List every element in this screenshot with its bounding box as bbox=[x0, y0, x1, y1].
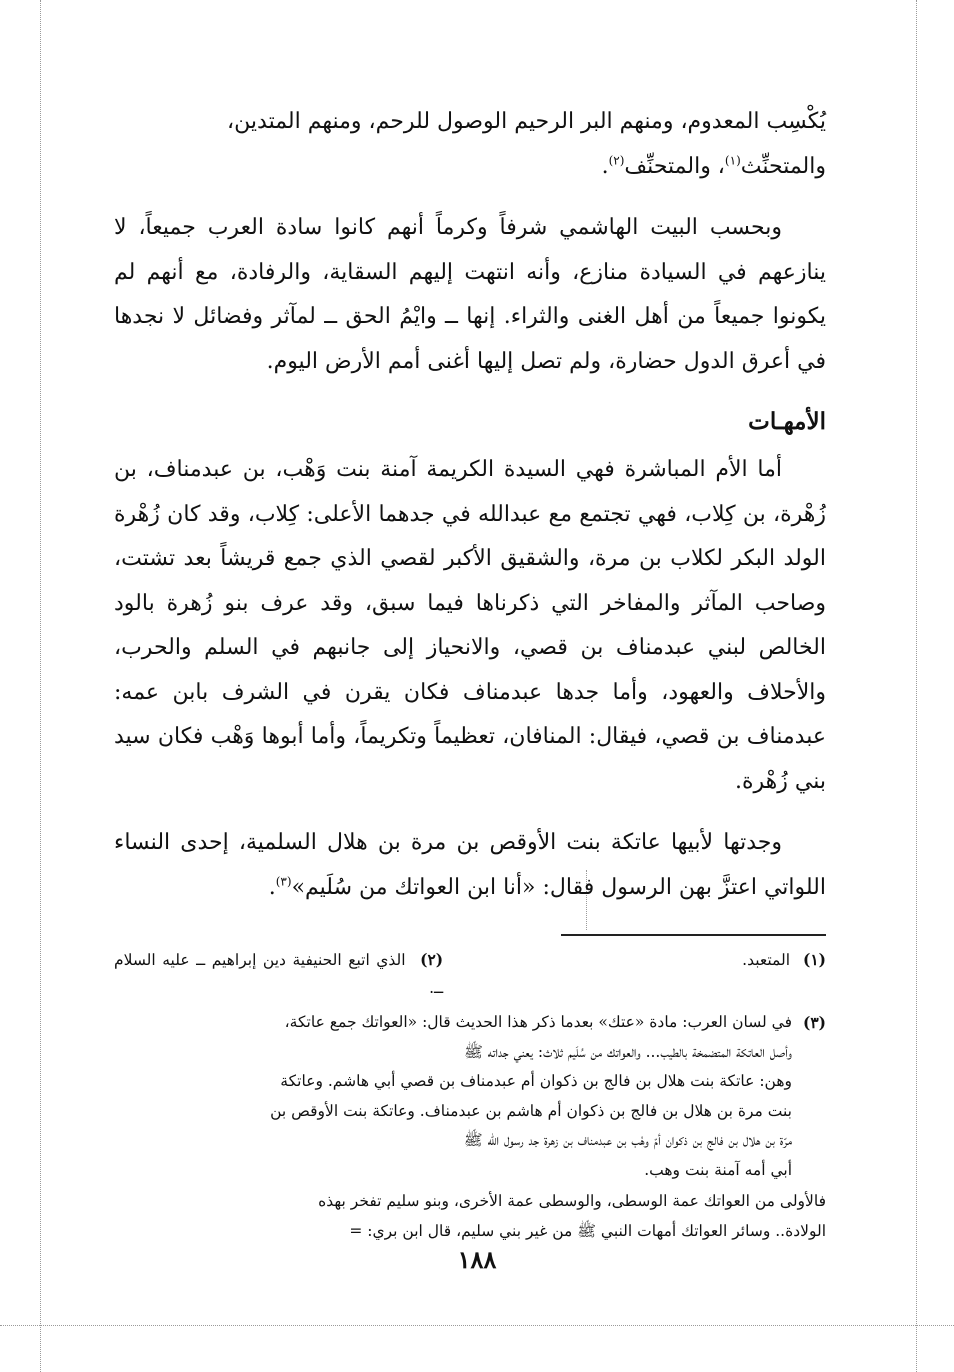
paragraph-1-line-2-end: . bbox=[601, 153, 609, 179]
footnote-1-text: المتعبد. bbox=[742, 951, 791, 969]
footnote-3-line: وأصل العاتكة المتضمخة بالطيب... والعواتك من سُلَيم ثلاث: يعني جداته ﷺ bbox=[464, 1042, 792, 1061]
footnote-separator bbox=[561, 934, 826, 936]
paragraph-1-line-1: يُكْسِب المعدوم، ومنهم البر الرحيم الوصول للرحم، ومنهم المتدين، bbox=[227, 109, 826, 134]
paragraph-1-line-2: والمتحنِّث bbox=[740, 153, 826, 179]
footnote-3-continuation bbox=[114, 1187, 826, 1246]
paragraph-2: وبحسب البيت الهاشمي شرفاً وكرماً أنهم كانوا سادة العرب جميعاً، لا ينازعهم في السيادة منازع، وأنه انتهت إليهم السقاية، والرفادة، مع أنهم لم يكونوا جميعاً من أهل الغنى والثراء. إنها ــ وايْمُ الحق ــ لمآثر وفضائل لا نجدها في أعرق الدول حضارة، ولم تصل إليها أغنى أمم الأرض اليوم. bbox=[114, 215, 826, 374]
page-number: ١٨٨ bbox=[457, 1245, 497, 1274]
footnote-3-cont-line: الولادة.. وسائر العواتك أمهات النبي ﷺ من غير بني سليم، قال ابن بري: = bbox=[349, 1221, 826, 1240]
footnote-3-line: بنت مرة بن هلال بن فالج بن ذكوان أم هاشم بن عبدمناف. وعاتكة بنت الأوقص بن bbox=[270, 1101, 792, 1120]
footnote-2-text: الذي اتبع الحنيفية دين إبراهيم ــ عليه السلام ــ. bbox=[114, 951, 444, 997]
footnote-3-number: (٣) bbox=[802, 1013, 826, 1032]
paragraph-1 bbox=[114, 100, 826, 189]
footnote-2-number: (٢) bbox=[420, 950, 444, 969]
section-heading: الأمهـات bbox=[748, 408, 826, 435]
paragraph-4-text: وجدتها لأبيها عاتكة بنت الأوقص بن مرة بن هلال السلمية، إحدى النساء اللواتي اعتزَّ بهن الرسول فقال: «أنا ابن العواتك من سُلَيم» bbox=[114, 830, 826, 900]
footnotes-row-1 bbox=[114, 946, 826, 1002]
margin-guide-right bbox=[916, 0, 917, 1372]
paragraph-1-line-2-mid: ، والمتحنِّف bbox=[624, 153, 725, 179]
footnote-3-line: وهن: عاتكة بنت هلال بن فالج بن ذكوان أم عبدمناف بن قصي أبي هاشم. وعاتكة bbox=[280, 1072, 792, 1090]
margin-guide-bottom bbox=[0, 1325, 954, 1326]
footnote-2 bbox=[114, 946, 443, 1002]
footnote-ref-1[interactable]: (١) bbox=[724, 153, 741, 168]
footnote-3-line: مرّة بن هلال بن فالج بن ذكوان أمّ وهْب بن عبدمناف بن زهرة جد رسول الله ﷺ bbox=[463, 1131, 792, 1149]
paragraph-3: أما الأم المباشرة فهي السيدة الكريمة آمنة بنت وَهْب، بن عبدمناف، بن زُهْرة، بن كِلاب، فهي تجتمع مع عبدالله في جدهما الأعلى: كِلاب، وقد كان زُهْرة الولد البكر لكلاب بن مرة، والشقيق الأكبر لقصي الذي جمع قريشاً بعد تشتت، وصاحب المآثر والمفاخر التي ذكرناها فيما سبق، وقد عرف بنو زُهرة بالود الخالص لبني عبدمناف بن قصي، والانحياز إلى جانبهم في السلم والحرب، والأحلاف والعهود، وأما جدها عبدمناف فكان يقرن في الشرف بابن عمه: عبدمناف بن قصي، فيقال: المنافان، تعظيماً وتكريماً، وأما أبوها وَهْب فكان سيد بني زُهْرة. bbox=[114, 457, 826, 794]
footnote-3-cont-line: فالأولى من العواتك عمة الوسطى، والوسطى عمة الأخرى، وبنو سليم تفخر بهذه bbox=[318, 1192, 826, 1210]
page-body bbox=[114, 100, 826, 1246]
footnote-3-body bbox=[114, 1008, 792, 1185]
margin-guide-left bbox=[40, 0, 41, 1372]
paragraph-4 bbox=[114, 821, 826, 910]
footnote-1 bbox=[443, 946, 826, 1002]
footnote-ref-2[interactable]: (٢) bbox=[608, 153, 625, 168]
paragraph-4-end: . bbox=[268, 874, 276, 900]
footnote-3-line: في لسان العرب: مادة «عتك» بعدما ذكر هذا الحديث قال: «العواتك جمع عاتكة، bbox=[284, 1013, 792, 1031]
footnote-1-number: (١) bbox=[802, 950, 826, 969]
footnote-ref-3[interactable]: (٣) bbox=[275, 874, 292, 889]
footnote-3 bbox=[114, 1008, 826, 1185]
footnote-3-line: أبي أمه آمنة بنت وهب. bbox=[644, 1160, 792, 1179]
